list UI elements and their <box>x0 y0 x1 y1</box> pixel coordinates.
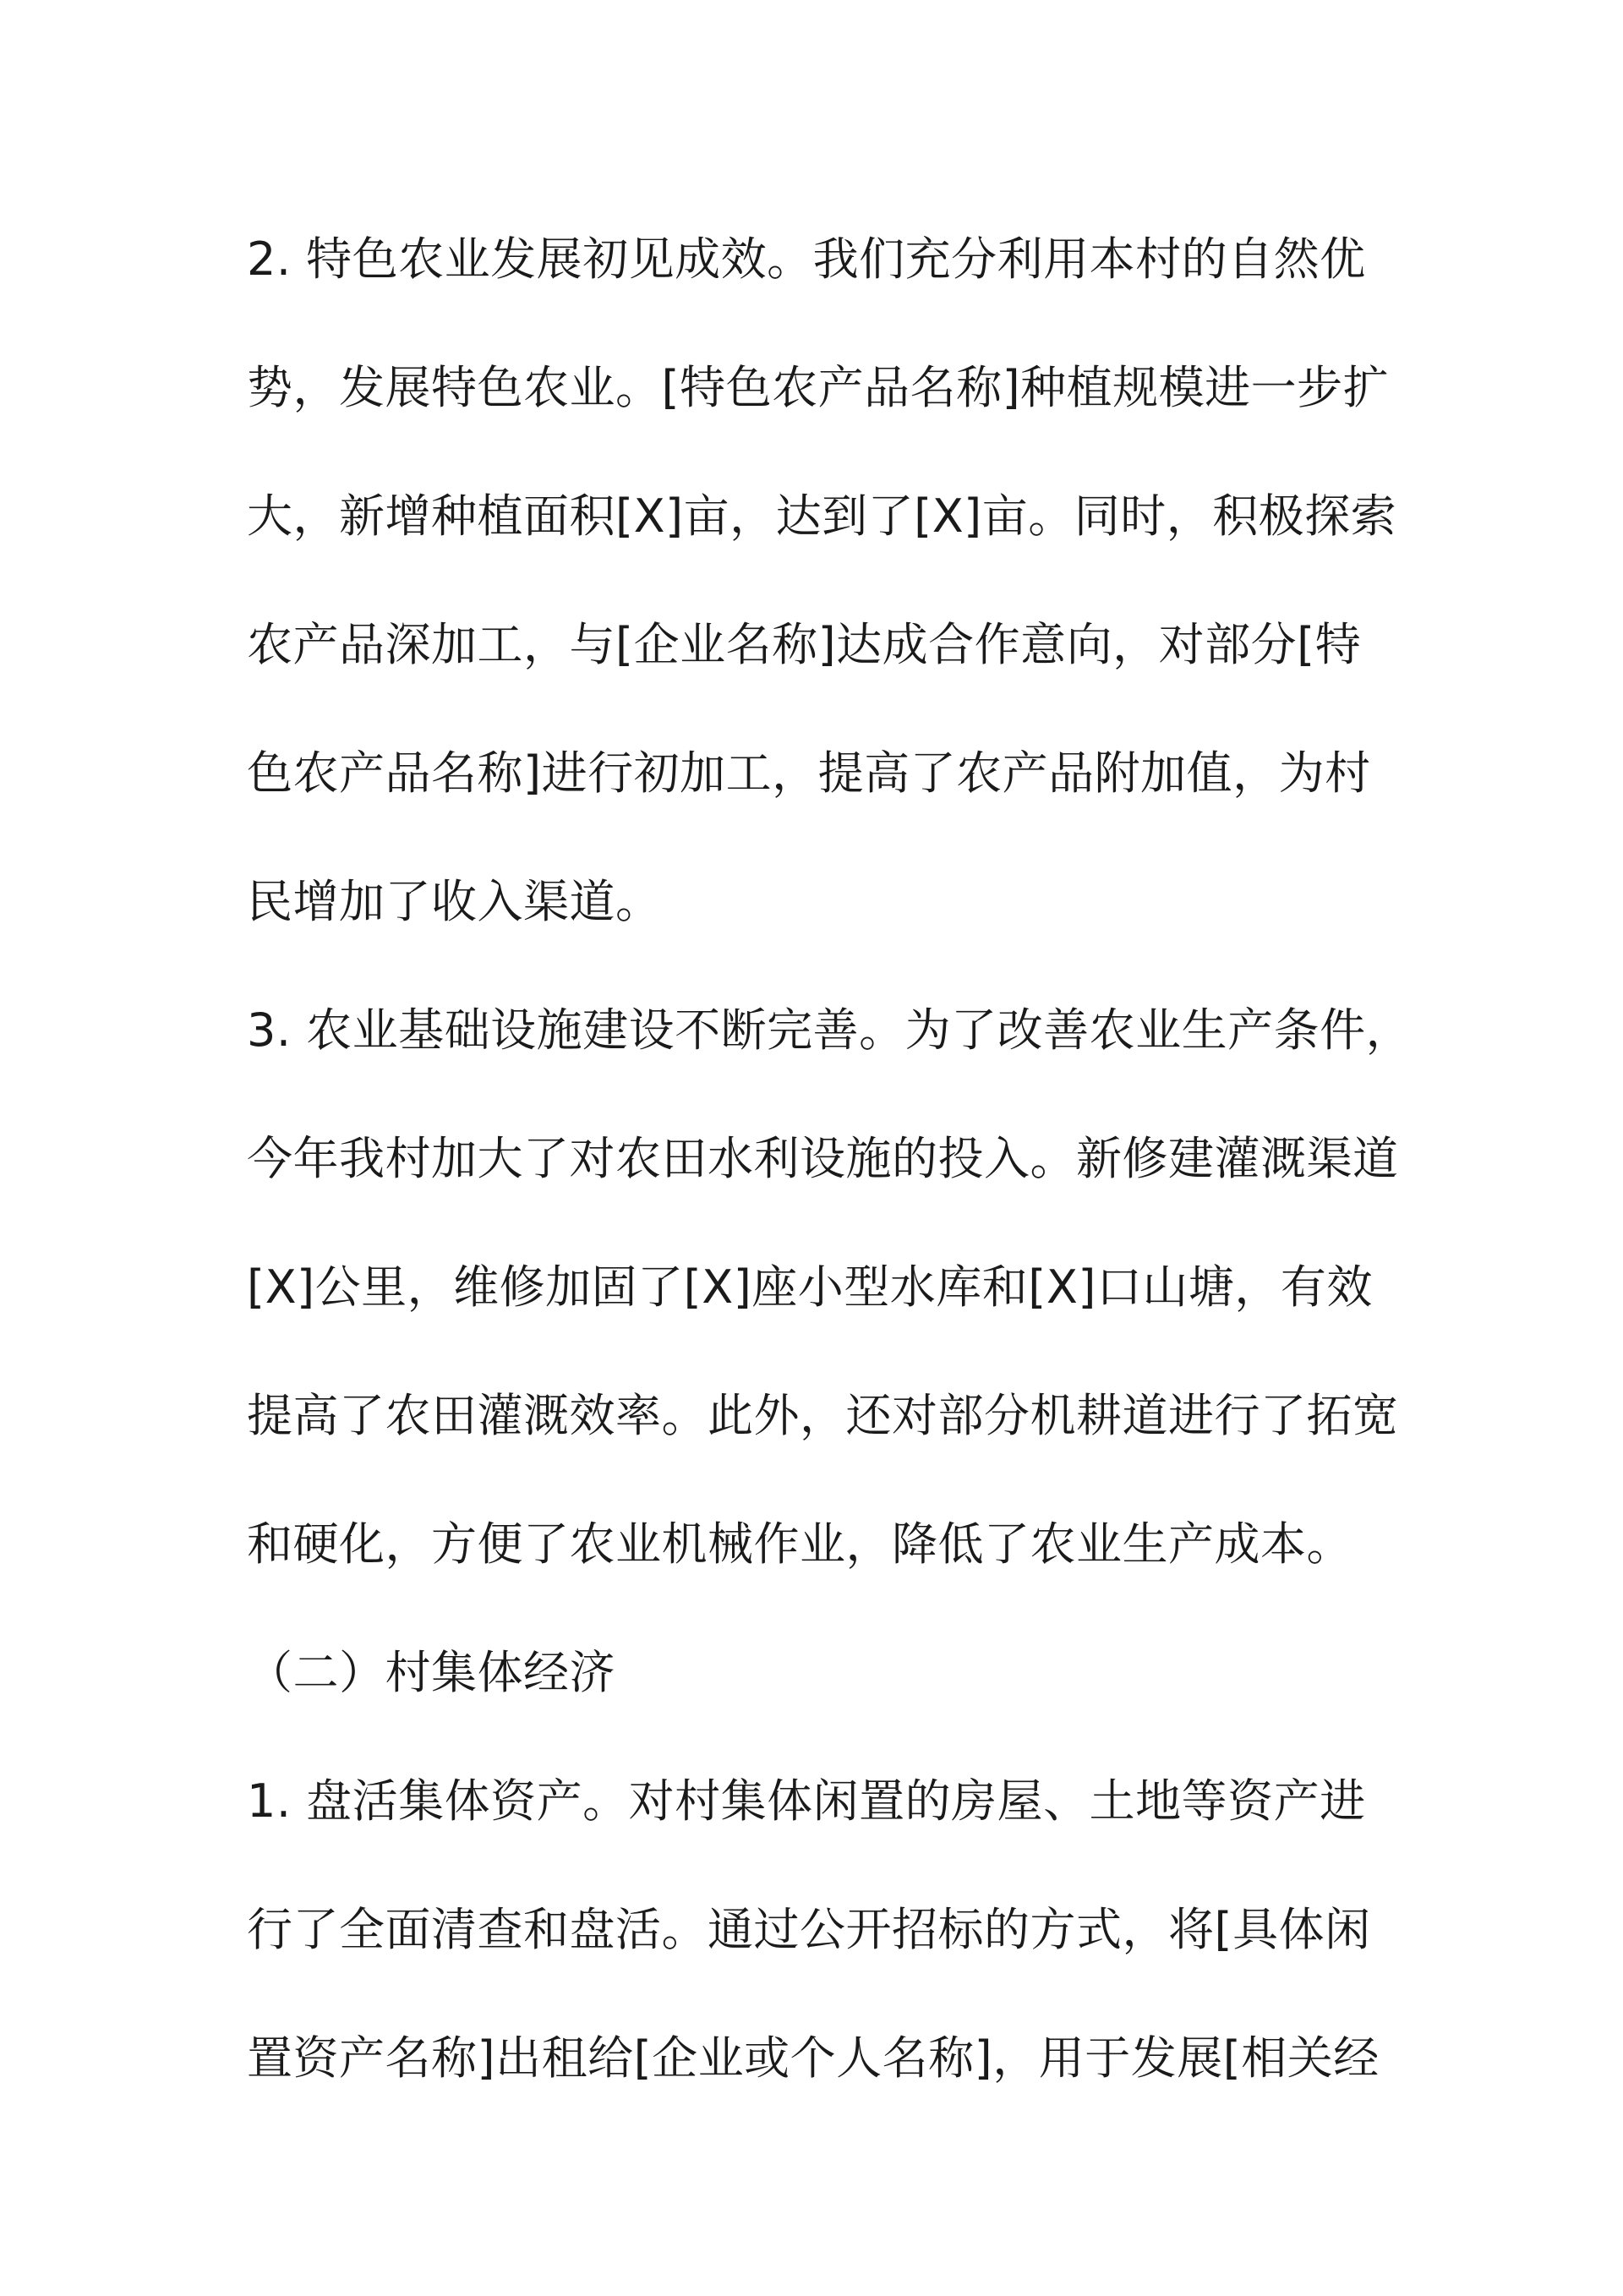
paragraph-line-1: 2. 特色农业发展初见成效。我们充分利用本村的自然优 <box>247 232 1366 286</box>
paragraph-line-7: 3. 农业基础设施建设不断完善。为了改善农业生产条件， <box>247 1003 1413 1057</box>
paragraph-line-5: 色农产品名称]进行初加工，提高了农产品附加值，为村 <box>247 746 1371 800</box>
paragraph-line-15: 置资产名称]出租给[企业或个人名称]，用于发展[相关经 <box>247 2031 1380 2085</box>
paragraph-line-11: 和硬化，方便了农业机械作业，降低了农业生产成本。 <box>247 1517 1352 1571</box>
paragraph-line-8: 今年我村加大了对农田水利设施的投入。新修建灌溉渠道 <box>247 1132 1399 1185</box>
paragraph-line-4: 农产品深加工，与[企业名称]达成合作意向，对部分[特 <box>247 618 1362 671</box>
paragraph-line-2: 势，发展特色农业。[特色农产品名称]种植规模进一步扩 <box>247 361 1390 414</box>
paragraph-line-6: 民增加了收入渠道。 <box>247 875 662 928</box>
paragraph-line-14: 行了全面清查和盘活。通过公开招标的方式，将[具体闲 <box>247 1903 1371 1956</box>
section-heading: （二）村集体经济 <box>247 1646 615 1699</box>
paragraph-line-10: 提高了农田灌溉效率。此外，还对部分机耕道进行了拓宽 <box>247 1389 1399 1442</box>
paragraph-line-13: 1. 盘活集体资产。对村集体闲置的房屋、土地等资产进 <box>247 1774 1366 1828</box>
paragraph-line-9: [X]公里，维修加固了[X]座小型水库和[X]口山塘，有效 <box>247 1260 1373 1314</box>
paragraph-line-3: 大，新增种植面积[X]亩，达到了[X]亩。同时，积极探索 <box>247 489 1397 543</box>
